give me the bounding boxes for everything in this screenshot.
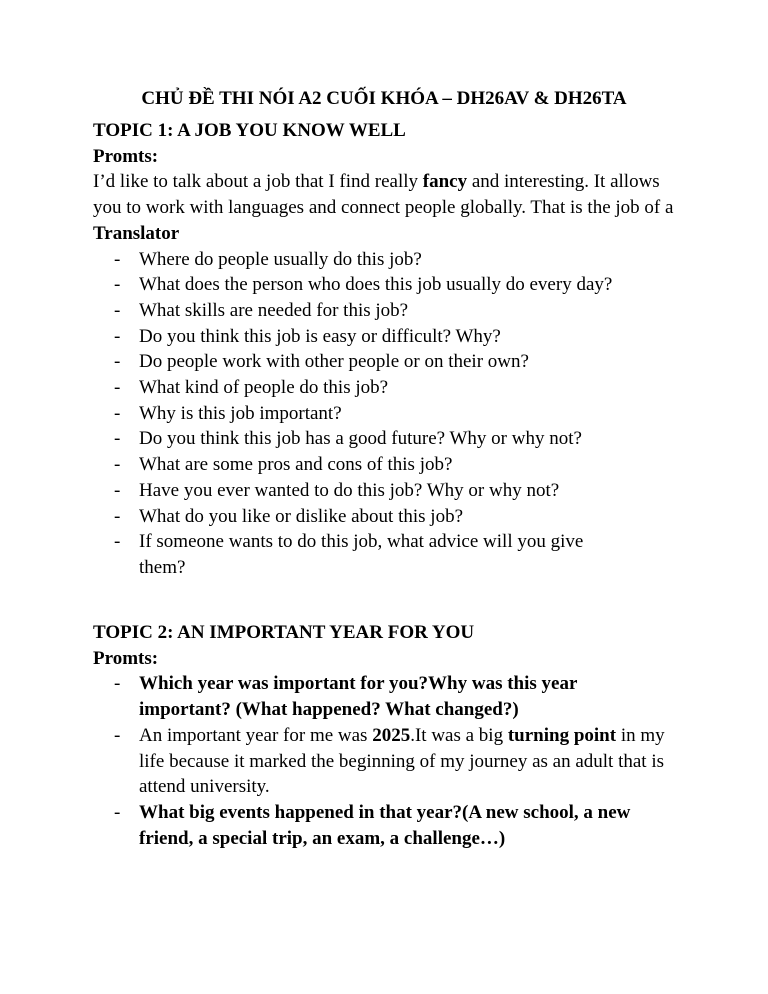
question-text: Do people work with other people or on their own? (139, 351, 529, 373)
list-dash: - (114, 248, 121, 270)
list-item (93, 324, 683, 350)
list-dash: - (114, 531, 121, 553)
answer-bold-turning-point: turning point (507, 724, 617, 746)
question-text: Do you think this job is easy or difficult? Why? (139, 325, 501, 347)
list-dash: - (114, 505, 121, 527)
list-item (93, 298, 683, 324)
list-dash: - (114, 351, 121, 373)
list-dash: - (114, 454, 121, 476)
topic-2-prompt-list (93, 671, 683, 851)
topic-2-section (93, 620, 683, 851)
list-item (93, 375, 683, 401)
list-dash: - (114, 274, 121, 296)
list-item (93, 723, 683, 800)
question-text: What kind of people do this job? (139, 377, 389, 399)
topic-1-question-list (93, 247, 683, 581)
list-item (93, 426, 683, 452)
topic-1-heading: TOPIC 1: A JOB YOU KNOW WELL (93, 120, 406, 141)
list-dash: - (114, 402, 121, 424)
question-text: Do you think this job has a good future? Why or why not? (139, 428, 582, 450)
list-item (93, 671, 683, 722)
list-dash: - (114, 325, 121, 347)
topic-2-prompts-label: Promts: (93, 647, 159, 669)
list-dash: - (114, 479, 121, 501)
answer-text: .It was a big (410, 724, 508, 746)
question-text: What are some pros and cons of this job? (139, 454, 453, 476)
list-item (93, 504, 683, 530)
topic-1-intro (93, 169, 683, 246)
question-text: Where do people usually do this job? (139, 248, 422, 270)
list-dash: - (114, 801, 121, 823)
intro-bold-fancy: fancy (422, 171, 468, 193)
list-item (93, 247, 683, 273)
topic-2-heading: TOPIC 2: AN IMPORTANT YEAR FOR YOU (93, 622, 475, 643)
intro-text: and interesting. It allows you to work with languages and connect people globally. That is the job of a (93, 171, 674, 219)
topic-1-prompts-label: Promts: (93, 145, 159, 167)
question-text: What skills are needed for this job? (139, 299, 409, 321)
answer-text: in my life because it marked the beginning of my journey as an adult that is attend university. (139, 724, 665, 798)
list-item (93, 272, 683, 298)
list-item (93, 529, 683, 580)
list-item (93, 349, 683, 375)
list-dash: - (114, 673, 121, 695)
list-item (93, 452, 683, 478)
topic-1-section (93, 118, 683, 581)
question-text: Which year was important for you?Why was this year important? (What happened? What changed?) (139, 673, 578, 721)
list-item (93, 800, 683, 851)
question-text: If someone wants to do this job, what advice will you give them? (139, 531, 584, 578)
intro-text: I’d like to talk about a job that I find really (93, 171, 423, 193)
list-dash: - (114, 428, 121, 450)
list-item (93, 401, 683, 427)
list-dash: - (114, 299, 121, 321)
question-text: What do you like or dislike about this job? (139, 505, 464, 527)
question-text: What does the person who does this job usually do every day? (139, 274, 613, 296)
question-text: Have you ever wanted to do this job? Why or why not? (139, 479, 560, 501)
question-text: Why is this job important? (139, 402, 342, 424)
list-item (93, 478, 683, 504)
list-dash: - (114, 724, 121, 746)
question-text: What big events happened in that year?(A new school, a new friend, a special trip, an exam, a challenge…) (139, 801, 631, 849)
answer-bold-year: 2025 (372, 724, 411, 746)
document-title: CHỦ ĐỀ THI NÓI A2 CUỐI KHÓA – DH26AV & DH26TA (141, 88, 627, 109)
answer-text: An important year for me was (139, 724, 373, 746)
list-dash: - (114, 377, 121, 399)
intro-bold-translator: Translator (93, 222, 180, 244)
